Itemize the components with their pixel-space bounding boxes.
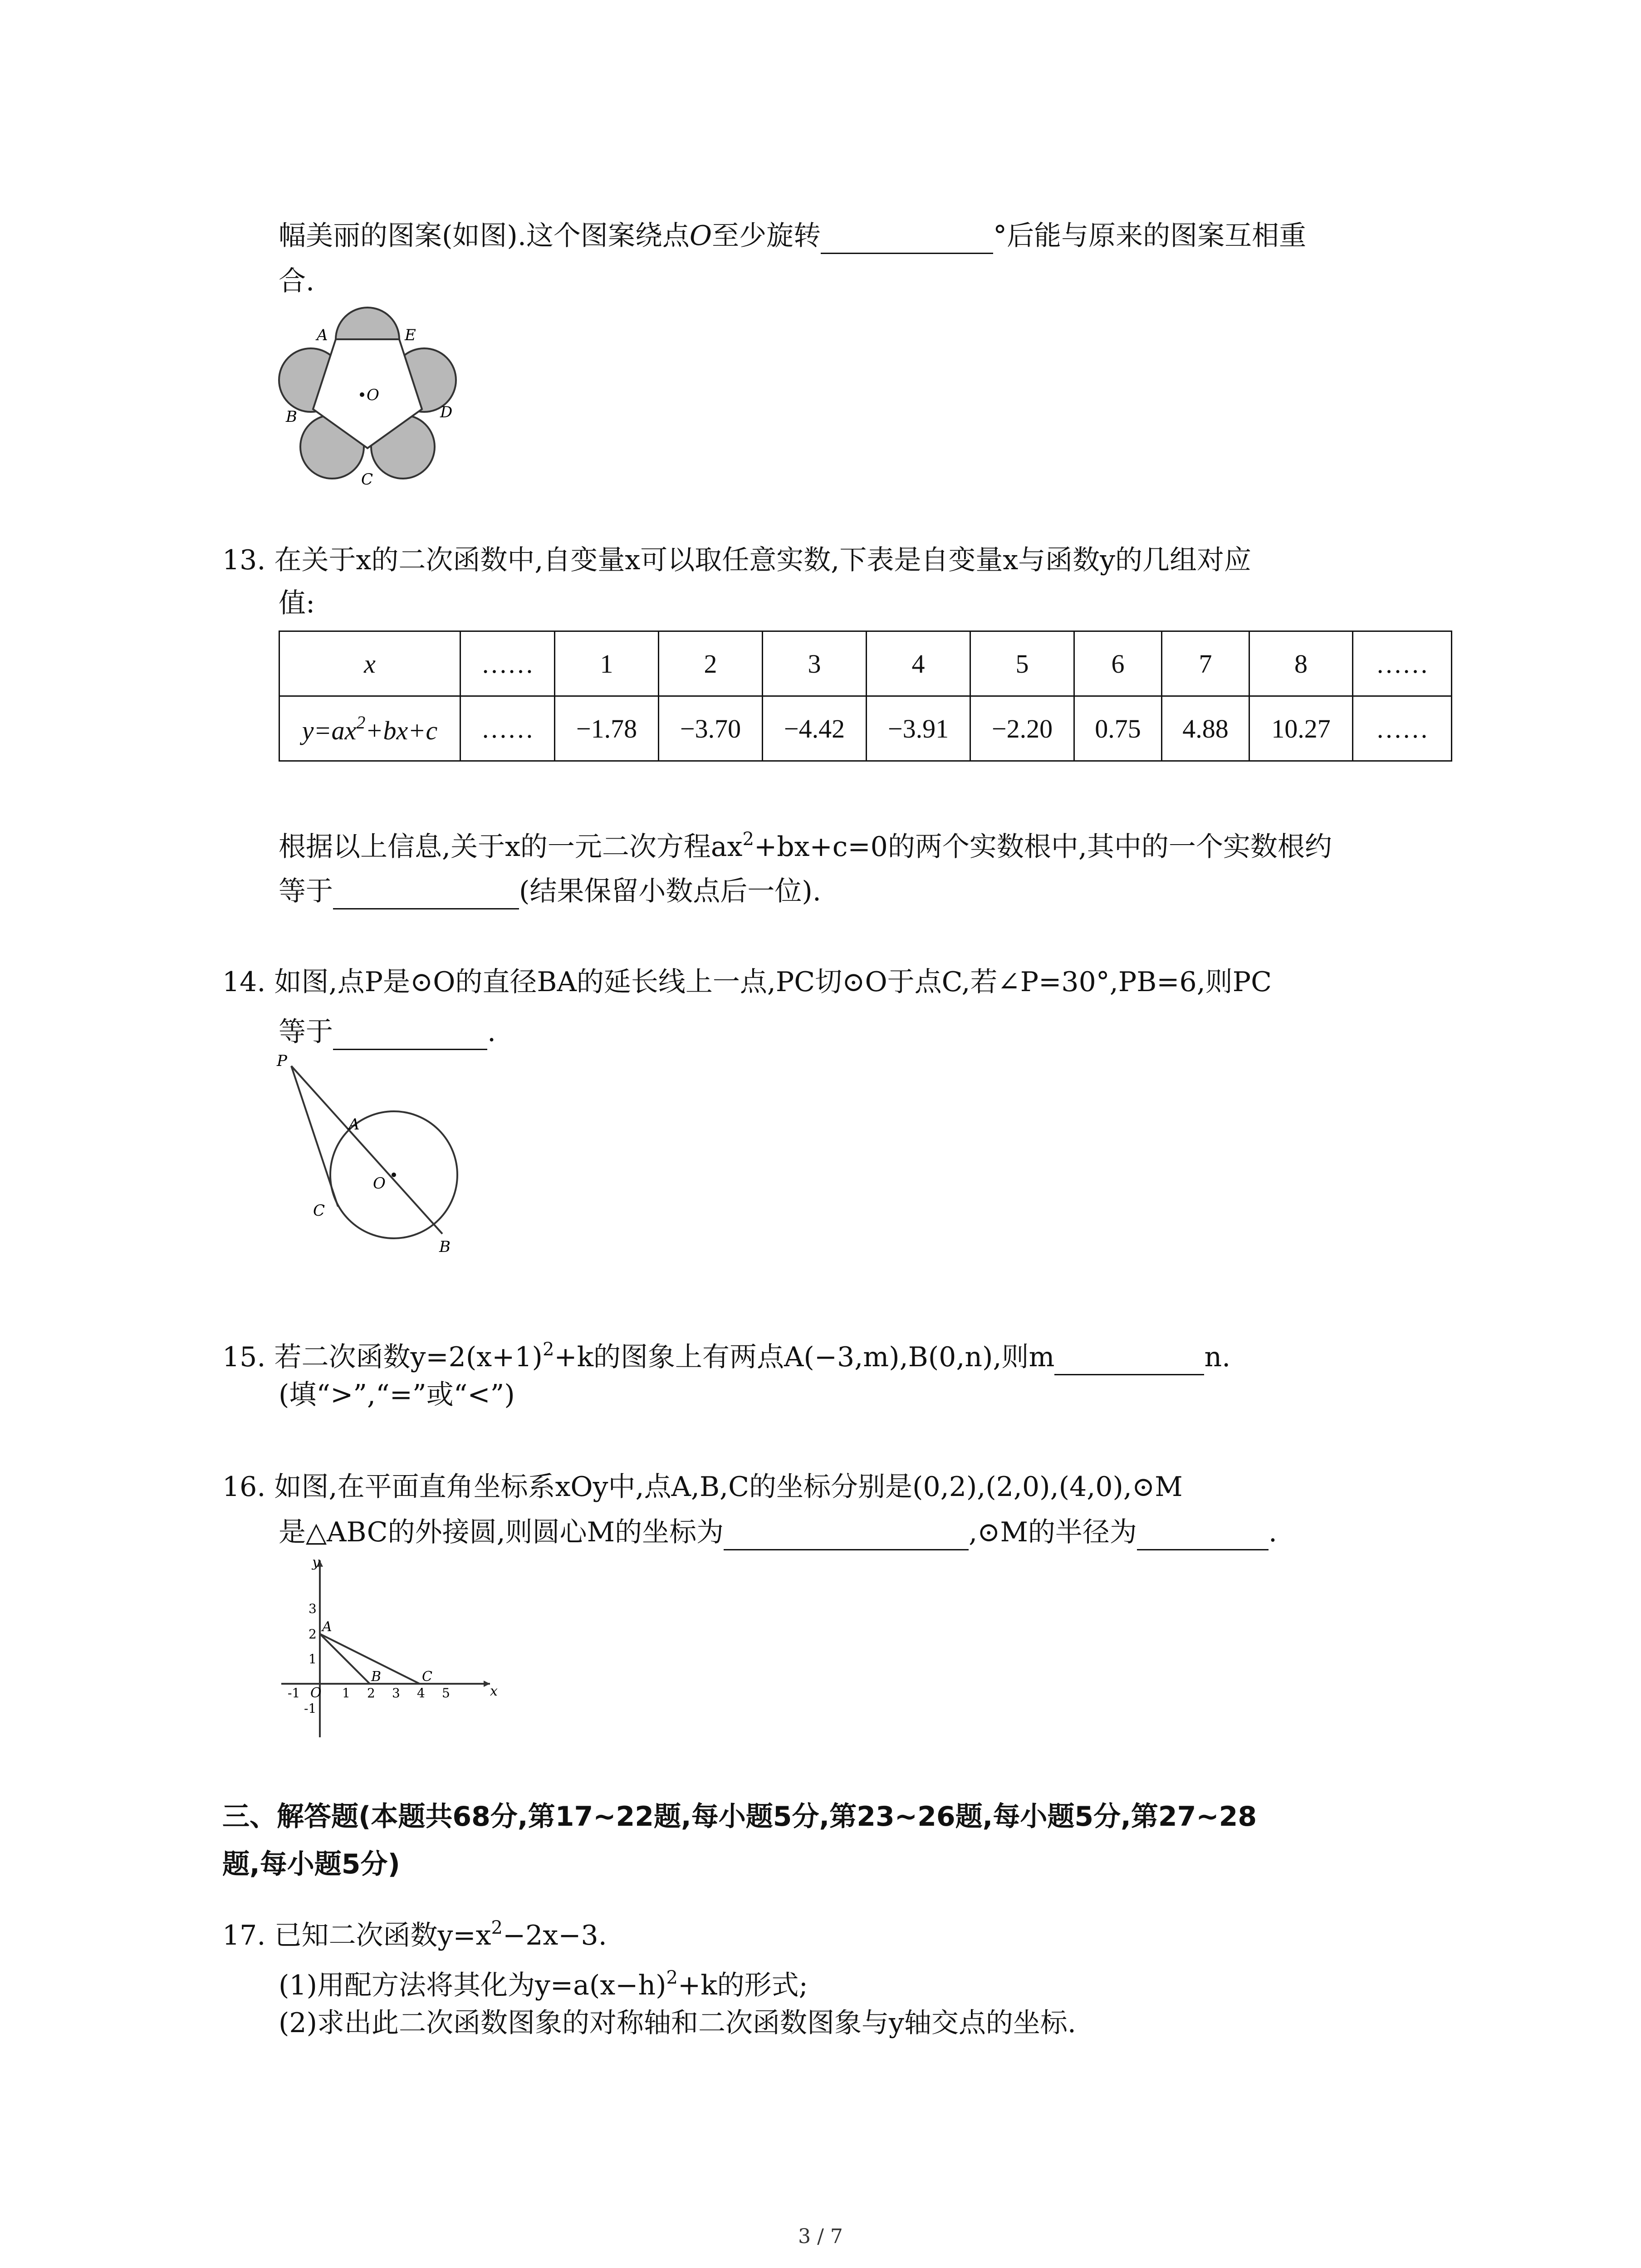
q12-rotation-figure	[272, 304, 463, 494]
label-c: C	[361, 470, 373, 489]
point-o	[360, 392, 364, 397]
y-tick: 3	[309, 1601, 317, 1616]
center-o	[392, 1173, 396, 1177]
table-cell: 4.88	[1162, 696, 1249, 761]
table-header-y: $y=ax^2+bx+c$	[279, 696, 460, 761]
label-b: B	[439, 1238, 451, 1256]
table-cell: 3	[763, 631, 867, 696]
table-cell: 4	[867, 631, 970, 696]
table-header-x: x	[279, 631, 460, 696]
q13-after-line1: 根据以上信息,关于x的一元二次方程$ax^2+bx+c=0$的两个实数根中,其中的一个实数根约	[279, 829, 1332, 863]
table-cell: 2	[659, 631, 763, 696]
label-d: D	[440, 403, 453, 421]
q13-line2: 值:	[279, 587, 315, 619]
label-c: C	[422, 1669, 432, 1685]
label-o: O	[367, 386, 379, 404]
table-cell: 10.27	[1249, 696, 1353, 761]
page-number: 3 / 7	[798, 2225, 843, 2248]
q12-line1: 幅美丽的图案(如图).这个图案绕点O至少旋转 °后能与原来的图案互相重	[279, 218, 1306, 254]
table-cell: 0.75	[1074, 696, 1162, 761]
label-p: P	[277, 1052, 287, 1070]
table-cell: −4.42	[763, 696, 867, 761]
q15-line1: 15. 若二次函数$y=2(x+1)^2+k$的图象上有两点A(−3,m),B(0,n),则m n.	[222, 1331, 1230, 1375]
x-axis-label: x	[490, 1683, 498, 1699]
q14-line1: 14. 如图,点P是⊙O的直径BA的延长线上一点,PC切⊙O于点C,若∠P=30°,PB=6,则PC	[222, 966, 1272, 998]
line-pc	[291, 1066, 338, 1207]
x-axis-arrow	[484, 1681, 490, 1687]
label-b: B	[286, 408, 297, 426]
x-tick: 1	[342, 1686, 350, 1701]
q15-line2: (填“>”,“=”或“<”)	[279, 1379, 515, 1411]
y-tick: -1	[304, 1701, 317, 1716]
q13-answer-blank[interactable]	[333, 880, 519, 909]
x-tick: -1	[288, 1686, 300, 1701]
q12-answer-blank[interactable]	[821, 225, 993, 254]
q17-sub2: (2)求出此二次函数图象的对称轴和二次函数图象与y轴交点的坐标.	[279, 2007, 1076, 2039]
label-a: A	[317, 326, 328, 344]
segment-ac	[320, 1634, 420, 1684]
section3-heading-line2: 题,每小题5分)	[222, 1848, 400, 1880]
x-tick: 2	[367, 1686, 375, 1701]
label-e: E	[405, 326, 416, 344]
label-a: A	[348, 1115, 360, 1134]
q12-line2: 合.	[279, 265, 315, 297]
q17-line1: 17. 已知二次函数$y=x^2-2x-3$.	[222, 1917, 607, 1951]
y-axis-label: y	[312, 1554, 320, 1570]
q16-radius-blank[interactable]	[1137, 1521, 1269, 1550]
table-cell: −3.91	[867, 696, 970, 761]
q16-coordinate-figure	[272, 1551, 508, 1742]
table-cell: ……	[460, 631, 555, 696]
label-c: C	[313, 1202, 325, 1220]
y-tick: 2	[309, 1627, 317, 1642]
table-cell: ……	[1353, 631, 1452, 696]
label-o: O	[373, 1174, 386, 1193]
table-row-x	[279, 631, 1452, 696]
q13-after-line2: 等于 (结果保留小数点后一位).	[279, 873, 821, 909]
table-cell: −3.70	[659, 696, 763, 761]
q15-answer-blank[interactable]	[1054, 1346, 1204, 1375]
table-cell: −1.78	[555, 696, 659, 761]
table-cell: 1	[555, 631, 659, 696]
table-cell: 7	[1162, 631, 1249, 696]
label-o: O	[310, 1685, 322, 1701]
table-row-y	[279, 696, 1452, 761]
q14-line2: 等于 .	[279, 1014, 496, 1050]
y-tick: 1	[309, 1652, 317, 1667]
x-tick: 5	[442, 1686, 450, 1701]
section3-heading-line1: 三、解答题(本题共68分,第17~22题,每小题5分,第23~26题,每小题5分,第27~28	[222, 1801, 1257, 1833]
x-tick: 3	[392, 1686, 400, 1701]
q14-answer-blank[interactable]	[333, 1021, 487, 1050]
q17-sub1: (1)用配方法将其化为$y=a(x-h)^2+k$的形式;	[279, 1967, 808, 2001]
q16-line2: 是△ABC的外接圆,则圆心M的坐标为 ,⊙M的半径为 .	[279, 1514, 1277, 1550]
label-a: A	[322, 1619, 332, 1635]
table-cell: 5	[970, 631, 1074, 696]
q14-tangent-figure	[268, 1052, 476, 1256]
q16-center-blank[interactable]	[724, 1521, 969, 1550]
table-cell: ……	[460, 696, 555, 761]
segment-ab	[320, 1634, 370, 1684]
table-cell: 8	[1249, 631, 1353, 696]
table-cell: 6	[1074, 631, 1162, 696]
table-cell: −2.20	[970, 696, 1074, 761]
table-cell: ……	[1353, 696, 1452, 761]
label-b: B	[371, 1669, 382, 1685]
x-tick: 4	[417, 1686, 425, 1701]
q13-line1: 13. 在关于x的二次函数中,自变量x可以取任意实数,下表是自变量x与函数y的几组对应	[222, 544, 1252, 576]
q13-value-table	[279, 631, 1452, 762]
q16-line1: 16. 如图,在平面直角坐标系xOy中,点A,B,C的坐标分别是(0,2),(2,0),(4,0),⊙M	[222, 1471, 1183, 1503]
